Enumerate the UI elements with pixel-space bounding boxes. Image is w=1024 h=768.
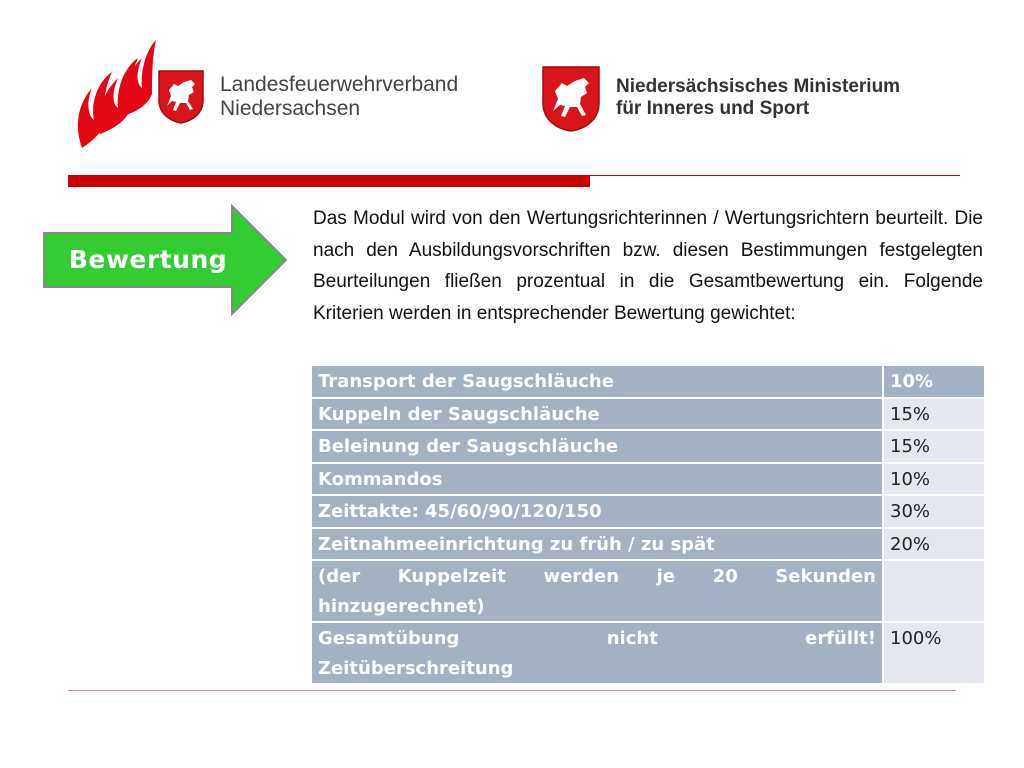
criterion-label: Kommandos	[311, 463, 883, 496]
footer-rule	[68, 690, 956, 691]
lfv-name-line1: Landesfeuerwehrverband	[220, 73, 459, 96]
criterion-weight: 10%	[883, 365, 985, 398]
table-row	[311, 430, 985, 463]
criteria-table	[310, 364, 986, 685]
criterion-label: Kuppeln der Saugschläuche	[311, 398, 883, 431]
ministry-name-line1: Niedersächsisches Ministerium	[616, 76, 901, 97]
lfv-logo	[72, 36, 492, 151]
criterion-weight: 15%	[883, 430, 985, 463]
criterion-weight: 10%	[883, 463, 985, 496]
lfv-name-line2: Niedersachsen	[220, 97, 361, 120]
horse-crest-icon	[542, 66, 600, 132]
table-row	[311, 622, 985, 684]
table-row	[311, 560, 985, 622]
criterion-weight: 30%	[883, 495, 985, 528]
ministry-logo	[542, 66, 952, 134]
criterion-weight	[883, 560, 985, 622]
ministry-name	[616, 76, 900, 120]
criterion-label: Zeittakte: 45/60/90/120/150	[311, 495, 883, 528]
table-row	[311, 365, 985, 398]
header-rule-thick	[68, 175, 590, 187]
horse-crest-icon	[158, 70, 204, 124]
table-row	[311, 528, 985, 561]
table-row	[311, 398, 985, 431]
section-label: Bewertung	[68, 244, 228, 274]
intro-paragraph: Das Modul wird von den Wertungsrichterinnen / Wertungsrichtern beurteilt. Die nach den Ausbildungsvorschriften bzw. diesen Bestimmungen festgelegten Beurteilungen fließen prozentual in die Gesamtbewertung ein. Folgende Kriterien werden in entsprechender Bewertung gewichtet:	[313, 208, 983, 324]
criterion-weight: 15%	[883, 398, 985, 431]
criterion-label-line1: Gesamtübung nicht erfüllt!	[318, 628, 876, 649]
criterion-label-line2: hinzugerechnet)	[318, 595, 485, 617]
lfv-name	[220, 73, 458, 121]
criterion-label-line2: Zeitüberschreitung	[318, 657, 514, 679]
criterion-label: Transport der Saugschläuche	[311, 365, 883, 398]
criterion-label: Zeitnahmeeinrichtung zu früh / zu spät	[311, 528, 883, 561]
criterion-weight: 20%	[883, 528, 985, 561]
ministry-name-line2: für Inneres und Sport	[616, 98, 810, 119]
header-rule-thin	[590, 175, 960, 176]
criterion-label	[311, 560, 883, 622]
criterion-label	[311, 622, 883, 684]
criterion-weight: 100%	[883, 622, 985, 684]
fire-flames-icon	[72, 36, 158, 151]
table-row	[311, 495, 985, 528]
criterion-label-line1: (der Kuppelzeit werden je 20 Sekunden	[318, 566, 876, 587]
criterion-label: Beleinung der Saugschläuche	[311, 430, 883, 463]
table-row	[311, 463, 985, 496]
